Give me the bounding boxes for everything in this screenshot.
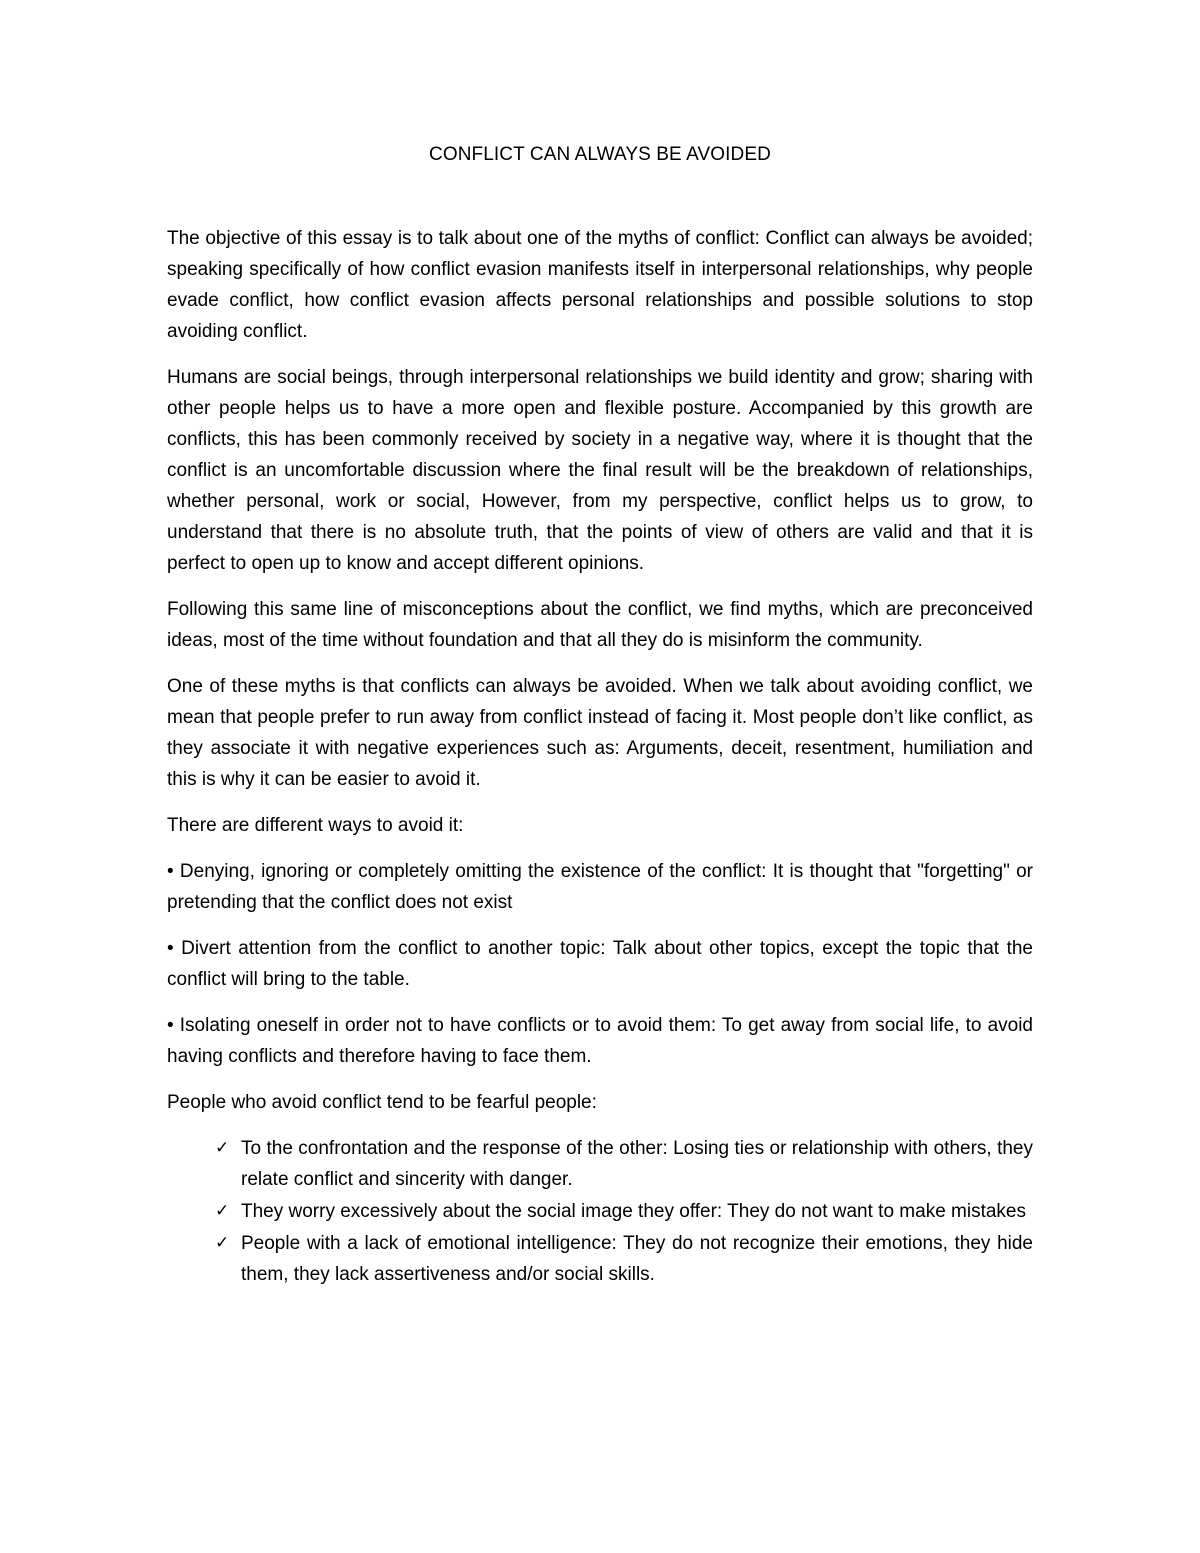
- document-body: [167, 139, 1033, 1291]
- way-item-divert: • Divert attention from the conflict to another topic: Talk about other topics, except the topic that the conflict will bring to the table.: [167, 938, 1033, 990]
- list-item: [167, 1228, 1033, 1290]
- paragraph-objective: The objective of this essay is to talk about one of the myths of conflict: Conflict can always be avoided; speaking specifically of how conflict evasion manifests itself in interpersonal relationships, why people evade conflict, how conflict evasion affects personal relationships and possible solutions to stop avoiding conflict.: [167, 228, 1033, 342]
- paragraph-social-beings: Humans are social beings, through interpersonal relationships we build identity and grow; sharing with other people helps us to have a more open and flexible posture. Accompanied by this growth are conflicts, this has been commonly received by society in a negative way, where it is thought that the conflict is an uncomfortable discussion where the final result will be the breakdown of relationships, whether personal, work or social, However, from my perspective, conflict helps us to grow, to understand that there is no absolute truth, that the points of view of others are valid and that it is perfect to open up to know and accept different opinions.: [167, 367, 1033, 574]
- fearful-intro: People who avoid conflict tend to be fearful people:: [167, 1092, 597, 1113]
- list-item: [167, 1196, 1033, 1227]
- list-item-text: To the confrontation and the response of the other: Losing ties or relationship with others, they relate conflict and sincerity with danger.: [241, 1138, 1033, 1190]
- checkmark-icon: ✓: [215, 1201, 230, 1221]
- way-item-denying: • Denying, ignoring or completely omitting the existence of the conflict: It is thought that "forgetting" or pretending that the conflict does not exist: [167, 861, 1033, 913]
- document-title: CONFLICT CAN ALWAYS BE AVOIDED: [429, 144, 771, 165]
- list-item-text: They worry excessively about the social image they offer: They do not want to make mistakes: [241, 1201, 1027, 1222]
- ways-intro: There are different ways to avoid it:: [167, 815, 464, 836]
- way-item-isolating: • Isolating oneself in order not to have conflicts or to avoid them: To get away from social life, to avoid having conflicts and therefore having to face them.: [167, 1015, 1033, 1067]
- list-item: [167, 1133, 1033, 1195]
- fearful-list: [167, 1133, 1033, 1290]
- checkmark-icon: ✓: [215, 1138, 230, 1158]
- paragraph-myth: One of these myths is that conflicts can always be avoided. When we talk about avoiding conflict, we mean that people prefer to run away from conflict instead of facing it. Most people don’t like conflict, as they associate it with negative experiences such as: Arguments, deceit, resentment, humiliation and this is why it can be easier to avoid it.: [167, 676, 1033, 790]
- checkmark-icon: ✓: [215, 1233, 230, 1253]
- list-item-text: People with a lack of emotional intelligence: They do not recognize their emotions, they hide them, they lack assertiveness and/or social skills.: [241, 1233, 1033, 1285]
- paragraph-misconceptions: Following this same line of misconceptions about the conflict, we find myths, which are preconceived ideas, most of the time without foundation and that all they do is misinform the community.: [167, 599, 1033, 651]
